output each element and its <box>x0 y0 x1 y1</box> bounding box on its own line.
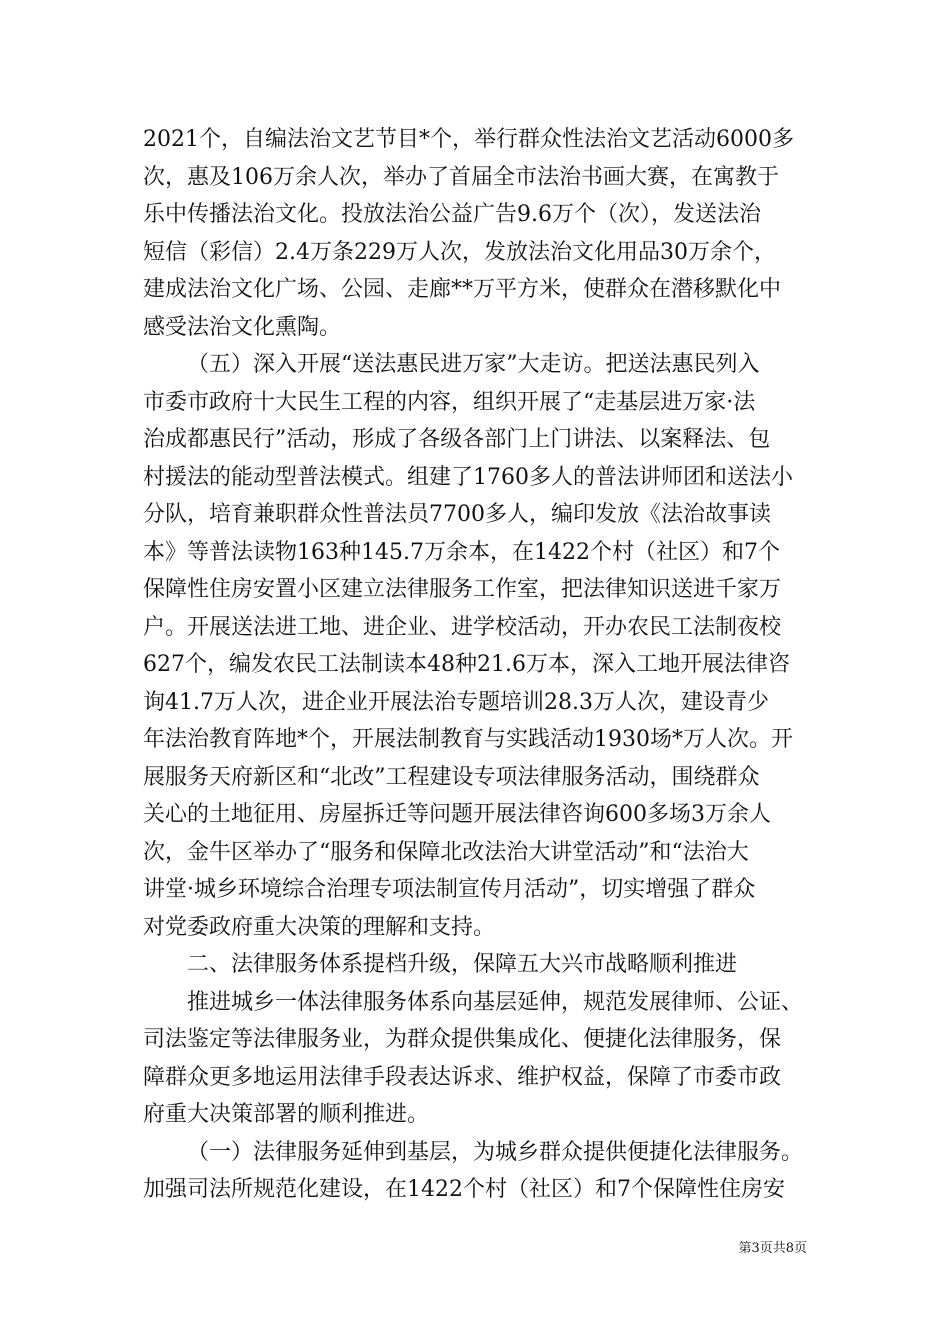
text-line: 乐中传播法治文化。投放法治公益广告9.6万个（次），发送法治 <box>143 202 761 227</box>
paragraph-start-line: （五）深入开展“送法惠民进万家”大走访。把送法惠民列入 <box>187 352 760 377</box>
text-line: 治成都惠民行”活动，形成了各级各部门上门讲法、以案释法、包 <box>143 427 771 452</box>
text-line: 建成法治文化广场、公园、走廊**万平方米，使群众在潜移默化中 <box>143 277 782 302</box>
text-line: 户。开展送法进工地、进企业、进学校活动，开办农民工法制夜校 <box>143 614 782 640</box>
text-line: 年法治教育阵地*个，开展法制教育与实践活动1930场*万人次。开 <box>143 727 793 752</box>
text-line: 感受法治文化熏陶。 <box>143 314 342 340</box>
text-line: 障群众更多地运用法律手段表达诉求、维护权益，保障了市委市政 <box>143 1064 782 1090</box>
text-line: 市委市政府十大民生工程的内容，组织开展了“走基层进万家·法 <box>143 389 756 415</box>
text-line: 分队，培育兼职群众性普法员7700多人，编印发放《法治故事读 <box>143 502 771 527</box>
text-line: 展服务天府新区和“北改”工程建设专项法律服务活动，围绕群众 <box>143 764 760 790</box>
text-line: 加强司法所规范化建设，在1422个村（社区）和7个保障性住房安 <box>143 1177 785 1202</box>
text-line: 次，金牛区举办了“服务和保障北改法治大讲堂活动”和“法治大 <box>143 839 749 865</box>
text-line: 保障性住房安置小区建立法律服务工作室，把法律知识送进千家万 <box>143 577 782 602</box>
section-heading: 二、法律服务体系提档升级，保障五大兴市战略顺利推进 <box>187 952 738 977</box>
paragraph-start-line: 推进城乡一体法律服务体系向基层延伸，规范发展律师、公证、 <box>187 989 804 1015</box>
text-line: 府重大决策部署的顺利推进。 <box>143 1102 430 1127</box>
text-line: 司法鉴定等法律服务业，为群众提供集成化、便捷化法律服务，保 <box>143 1027 782 1052</box>
text-line: 短信（彩信）2.4万条229万人次，发放法治文化用品30万余个， <box>143 239 776 265</box>
body-text <box>143 121 811 1209</box>
paragraph-start-line: （一）法律服务延伸到基层，为城乡群众提供便捷化法律服务。 <box>187 1139 804 1165</box>
text-line: 本》等普法读物163种145.7万余本，在1422个村（社区）和7个 <box>143 539 780 565</box>
text-line: 次，惠及106万余人次，举办了首届全市法治书画大赛，在寓教于 <box>143 164 779 190</box>
page-number: 第3页共8页 <box>738 1241 807 1256</box>
text-line: 询41.7万人次，进企业开展法治专题培训28.3万人次，建设青少 <box>143 689 769 715</box>
text-line: 2021个，自编法治文艺节目*个，举行群众性法治文艺活动6000多 <box>143 127 794 152</box>
text-line: 村援法的能动型普法模式。组建了1760多人的普法讲师团和送法小 <box>143 464 793 490</box>
text-line: 讲堂·城乡环境综合治理专项法制宣传月活动”，切实增强了群众 <box>143 877 756 902</box>
text-line: 对党委政府重大决策的理解和支持。 <box>143 914 496 940</box>
text-line: 关心的土地征用、房屋拆迁等问题开展法律咨询600多场3万余人 <box>143 802 771 827</box>
text-line: 627个，编发农民工法制读本48种21.6万本，深入工地开展法律咨 <box>143 652 790 677</box>
